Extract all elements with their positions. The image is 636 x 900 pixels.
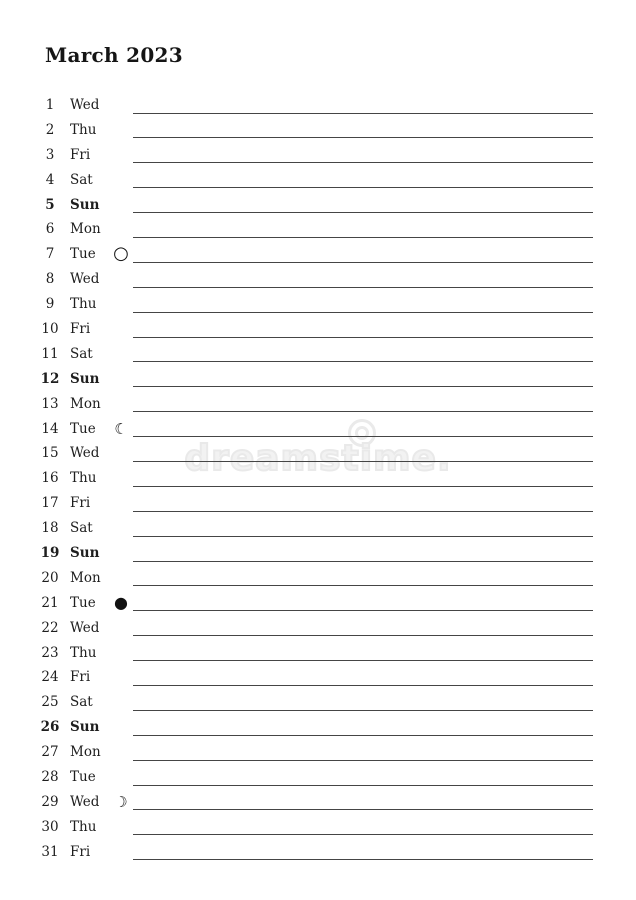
note-line (133, 287, 593, 288)
day-number: 1 (45, 97, 55, 113)
calendar-rows (0, 93, 636, 865)
day-number: 13 (41, 395, 59, 412)
note-line (133, 536, 593, 537)
note-line (133, 137, 593, 138)
day-number: 26 (40, 719, 60, 736)
calendar-day-row (0, 815, 636, 840)
day-number: 8 (45, 271, 55, 288)
note-line (133, 312, 593, 313)
day-of-week: Sun (70, 196, 100, 213)
note-line (133, 859, 593, 860)
note-line (133, 635, 593, 636)
day-of-week: Sat (70, 520, 93, 537)
day-of-week: Sun (70, 370, 100, 387)
day-number: 17 (41, 495, 59, 512)
calendar-day-row (0, 93, 636, 118)
note-line (133, 585, 593, 586)
note-line (133, 511, 593, 512)
calendar-day-row (0, 367, 636, 392)
day-of-week: Mon (70, 221, 101, 238)
note-line (133, 710, 593, 711)
day-of-week: Fri (70, 843, 91, 860)
day-number: 9 (45, 296, 55, 313)
calendar-day-row (0, 840, 636, 865)
day-of-week: Mon (70, 395, 101, 412)
calendar-day-row (0, 417, 636, 442)
note-line (133, 561, 593, 562)
note-line (133, 461, 593, 462)
note-line (133, 361, 593, 362)
calendar-day-row (0, 616, 636, 641)
day-number: 22 (41, 619, 59, 636)
day-number: 20 (41, 569, 59, 586)
calendar-day-row (0, 541, 636, 566)
calendar-day-row (0, 193, 636, 218)
note-line (133, 113, 593, 114)
day-number: 2 (45, 121, 55, 138)
calendar-day-row (0, 466, 636, 491)
day-number: 11 (41, 345, 59, 362)
day-of-week: Sun (70, 719, 100, 736)
note-line (133, 760, 593, 761)
calendar-day-row (0, 242, 636, 267)
note-line (133, 785, 593, 786)
calendar-day-row (0, 790, 636, 815)
calendar-day-row (0, 566, 636, 591)
calendar-day-row (0, 441, 636, 466)
note-line (133, 386, 593, 387)
day-number: 18 (41, 520, 59, 537)
last-quarter-icon: ☾ (114, 419, 128, 438)
day-of-week: Fri (70, 495, 91, 512)
day-of-week: Wed (70, 271, 100, 288)
full-moon-icon: ○ (113, 243, 129, 265)
note-line (133, 237, 593, 238)
day-number: 3 (45, 146, 55, 163)
day-number: 12 (40, 370, 60, 387)
day-number: 4 (45, 171, 55, 188)
day-number: 31 (41, 843, 59, 860)
note-line (133, 834, 593, 835)
calendar-day-row (0, 516, 636, 541)
day-of-week: Thu (70, 296, 97, 313)
day-of-week: Wed (70, 793, 100, 810)
day-number: 24 (41, 669, 59, 686)
day-of-week: Thu (70, 470, 97, 487)
day-number: 29 (41, 793, 59, 810)
note-line (133, 685, 593, 686)
note-line (133, 187, 593, 188)
note-line (133, 337, 593, 338)
calendar-day-row (0, 267, 636, 292)
calendar-day-row (0, 342, 636, 367)
day-of-week: Fri (70, 669, 91, 686)
day-of-week: Thu (70, 644, 97, 661)
day-number: 28 (41, 769, 59, 786)
day-of-week: Mon (70, 744, 101, 761)
day-number: 6 (45, 221, 55, 238)
day-number: 30 (41, 818, 59, 835)
day-of-week: Thu (70, 121, 97, 138)
day-number: 27 (41, 744, 59, 761)
day-number: 7 (45, 246, 55, 263)
day-of-week: Tue (70, 420, 96, 437)
calendar-day-row (0, 491, 636, 516)
day-number: 21 (41, 594, 59, 611)
calendar-day-row (0, 591, 636, 616)
calendar-day-row (0, 168, 636, 193)
calendar-day-row (0, 317, 636, 342)
calendar-day-row (0, 665, 636, 690)
calendar-day-row (0, 765, 636, 790)
day-of-week: Sat (70, 694, 93, 711)
day-number: 5 (45, 196, 55, 213)
day-of-week: Tue (70, 246, 96, 263)
day-of-week: Sat (70, 171, 93, 188)
calendar-day-row (0, 641, 636, 666)
note-line (133, 162, 593, 163)
day-number: 16 (41, 470, 59, 487)
day-of-week: Sat (70, 345, 93, 362)
watermark-text: dreamstime. (184, 438, 452, 479)
calendar-day-row (0, 690, 636, 715)
day-number: 15 (41, 445, 59, 462)
day-of-week: Fri (70, 321, 91, 338)
day-of-week: Fri (70, 146, 91, 163)
day-of-week: Wed (70, 97, 100, 113)
day-of-week: Thu (70, 818, 97, 835)
first-quarter-icon: ☽ (114, 792, 128, 811)
new-moon-icon: ● (114, 592, 128, 612)
day-number: 25 (41, 694, 59, 711)
note-line (133, 486, 593, 487)
day-of-week: Tue (70, 594, 96, 611)
day-number: 19 (40, 545, 60, 562)
note-line (133, 809, 593, 810)
day-of-week: Tue (70, 769, 96, 786)
calendar-day-row (0, 217, 636, 242)
calendar-day-row (0, 392, 636, 417)
calendar-day-row (0, 143, 636, 168)
note-line (133, 212, 593, 213)
calendar-day-row (0, 740, 636, 765)
day-number: 14 (41, 420, 59, 437)
note-line (133, 262, 593, 263)
calendar-day-row (0, 292, 636, 317)
note-line (133, 610, 593, 611)
calendar-day-row (0, 715, 636, 740)
day-of-week: Mon (70, 569, 101, 586)
note-line (133, 660, 593, 661)
day-of-week: Wed (70, 445, 100, 462)
day-number: 10 (41, 321, 59, 338)
note-line (133, 411, 593, 412)
note-line (133, 436, 593, 437)
day-of-week: Wed (70, 619, 100, 636)
note-line (133, 735, 593, 736)
day-number: 23 (41, 644, 59, 661)
day-of-week: Sun (70, 545, 100, 562)
calendar-day-row (0, 118, 636, 143)
page-title: March 2023 (45, 43, 183, 67)
